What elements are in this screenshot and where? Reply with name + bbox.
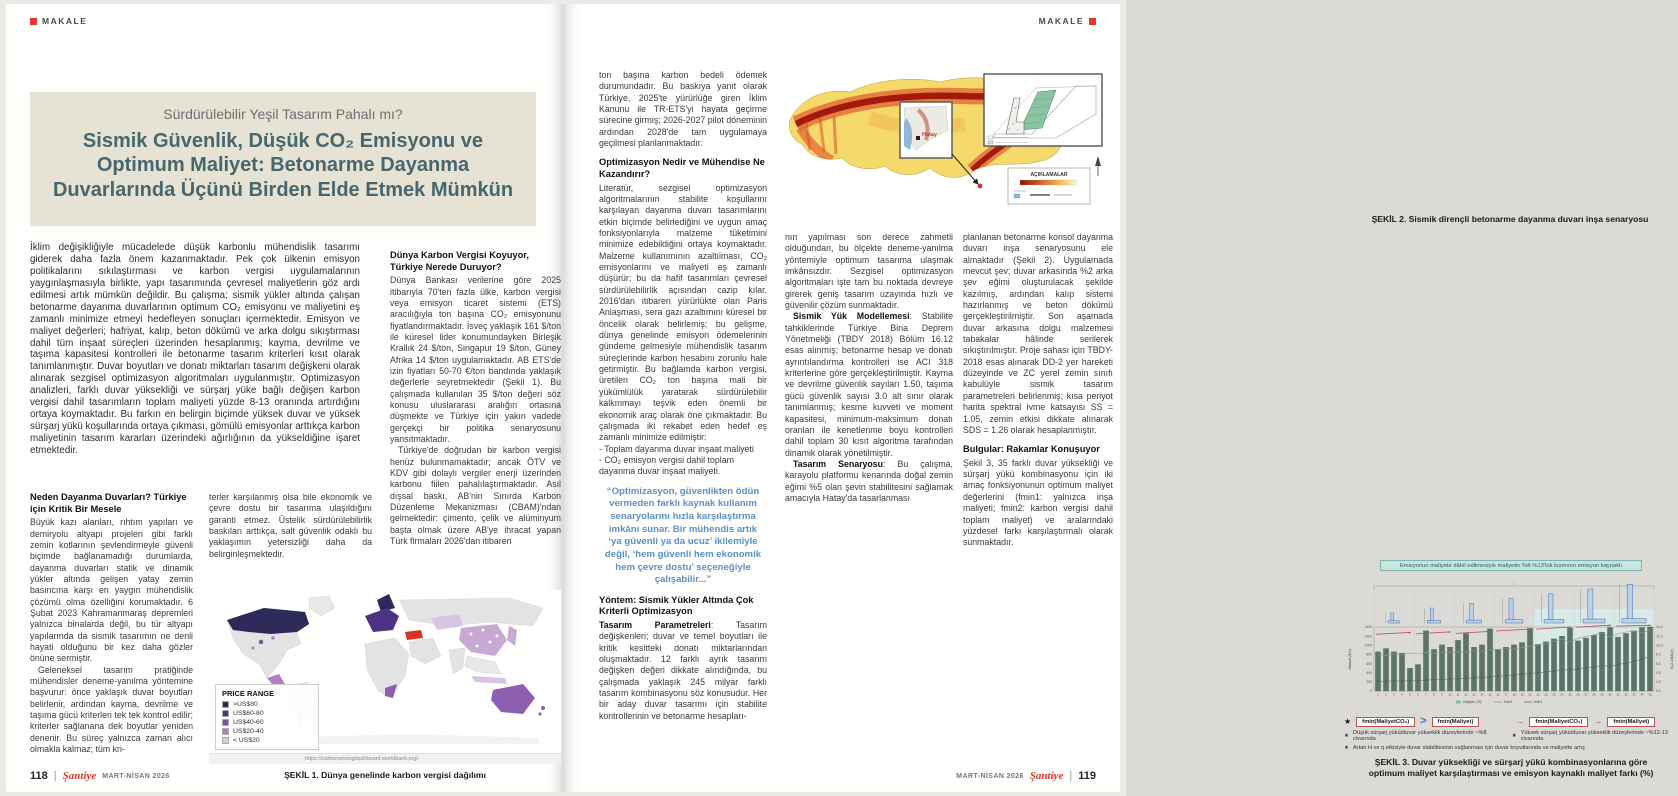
cost-bar [1543, 642, 1548, 691]
fmin-co2-box: fmin(MaliyetCO₂) [1356, 717, 1415, 727]
svg-text:3: 3 [1393, 692, 1395, 697]
cost-bar [1519, 643, 1524, 691]
cost-bar [1455, 640, 1460, 691]
chart-legend-row-3 [1344, 745, 1678, 751]
svg-text:22: 22 [1544, 692, 1548, 697]
section-label: MAKALE [42, 16, 88, 26]
legend-row: < US$20 [222, 737, 312, 744]
map-legend-title: AÇIKLAMALAR [1030, 172, 1068, 178]
hatay-inset-map [900, 102, 952, 158]
fmin-cost-box: fmin(Maliyet) [1607, 717, 1655, 727]
column-left-3 [390, 250, 561, 588]
svg-text:fmin1: fmin1 [1534, 700, 1543, 705]
svg-text:15: 15 [1488, 692, 1492, 697]
section-marker-icon [1089, 18, 1096, 25]
greater-than-icon: > [1420, 715, 1427, 727]
list-item: - CO₂ emisyon vergisi dahil toplam dayanma duvar inşaat maliyeti. [599, 454, 734, 477]
svg-text:2: 2 [1385, 692, 1387, 697]
svg-text:20: 20 [1528, 692, 1532, 697]
svg-text:Değişim (%): Değişim (%) [1670, 649, 1674, 669]
trend-arrow [1496, 629, 1531, 631]
list-item: - Toplam dayanma duvar inşaat maliyeti [599, 443, 754, 454]
legend-row: US$40-60 [222, 719, 312, 726]
svg-text:4.0: 4.0 [1656, 670, 1661, 675]
objective-list [599, 444, 767, 478]
legend-row: US$60-80 [222, 710, 312, 717]
article-title: Sismik Güvenlik, Düşük CO₂ Emisyonu ve Optimum Maliyet: Betonarme Dayanma Duvarlarında Üçünü Birden Elde Etmek Mümkün [52, 130, 514, 201]
issue-date: MART-NİSAN 2026 [102, 772, 170, 780]
svg-text:1000: 1000 [1364, 643, 1372, 648]
svg-text:4: 4 [1401, 692, 1403, 697]
svg-text:10: 10 [1448, 692, 1452, 697]
svg-text:19: 19 [1520, 692, 1524, 697]
paragraph: Şekil 3, 35 farklı duvar yüksekliği ve sürşarj yükü kombinasyonu için iki amaç fonksiyonunun optimum maliyet değerlerini (fmin1: yalnızca inşa maliyeti; fmin2: karbon vergisi dahil toplam maliyet) ve aralarındaki yüzdesel farkı karşılaştırmalı olarak sunmaktadır. [963, 457, 1113, 548]
chart-legend-row-2 [1344, 730, 1678, 742]
svg-text:Maliyet ($/m): Maliyet ($/m) [1348, 648, 1352, 670]
fmin-cost-box: fmin(Maliyet) [1432, 717, 1480, 727]
svg-text:5: 5 [1409, 692, 1411, 697]
wall-section-diagram [1386, 613, 1400, 623]
footer-divider: | [53, 770, 57, 782]
svg-text:35: 35 [1648, 692, 1652, 697]
svg-text:33: 33 [1632, 692, 1636, 697]
svg-text:0.0: 0.0 [1656, 689, 1661, 694]
cost-bar [1431, 649, 1436, 691]
chart-series-legend [1456, 700, 1542, 704]
figure-1-world-carbon-tax-map [209, 590, 561, 764]
cost-bar [1527, 628, 1532, 691]
svg-text:1: 1 [1377, 692, 1379, 697]
svg-text:2.0: 2.0 [1656, 680, 1661, 685]
paragraph-lead-in: Sismik Yük Modellemesi [793, 311, 910, 322]
cost-bar [1375, 652, 1380, 691]
legend-note-growth: Artan H ve q etkisiyle duvar stabilitesinin sağlanması için duvar boyutlarında ve maliyette artış [1353, 745, 1585, 751]
column-left-1 [30, 492, 193, 784]
paragraph: nın yapılması son derece zahmetli olduğundan, bu ölçekte deneme-yanılma yöntemiyle optimum tasarıma ulaşmak imkânsızdır. Sezgisel optimizasyon algoritmaları işte tam bu noktada devreye girerek geniş tasarım uzayında hızlı ve güvenilir çözüm sunmaktadır. [785, 232, 953, 311]
svg-text:600: 600 [1366, 661, 1372, 666]
cost-bar [1471, 647, 1476, 691]
cost-bar [1391, 652, 1396, 691]
wall-section-diagram [1425, 608, 1441, 623]
trend-arrow [1416, 632, 1451, 634]
price-range-legend [215, 684, 319, 750]
cost-bar [1423, 631, 1428, 691]
cost-bar [1495, 649, 1500, 691]
fmin-co2-box: fmin(MaliyetCO₂) [1529, 717, 1588, 727]
section-marker-icon [30, 18, 37, 25]
section-heading: Dünya Karbon Vergisi Koyuyor, Türkiye Nerede Duruyor? [390, 250, 529, 272]
map-source-url: https://carbonpricingdashboard.worldbank.org/ [209, 753, 561, 764]
cost-bar [1479, 645, 1484, 691]
legend-swatch [222, 737, 229, 744]
svg-text:28: 28 [1592, 692, 1596, 697]
paragraph: Geleneksel tasarım pratiğinde mühendisler deneme-yanılma yöntemine başvurur: önce yaklaşık duvar boyutları belirlenir, ardından kayma, devrilme ve taşıma gücü kriterleri tek tek kontrol edilir; kriterler sağlanana dek boyutlar yeniden denenir. Bu süreç yalnızca zaman alıcı olmakla kalmaz; tüm kri- [30, 664, 193, 755]
legend-note-low: Düşük sürşarj yükü/duvar yükseklik düzeylerinde ~%8 civarında [1353, 730, 1487, 742]
red-arrow-icon: → [1593, 716, 1603, 726]
svg-text:11: 11 [1456, 692, 1460, 697]
page-118 [6, 4, 563, 792]
star-icon: ★ [1344, 716, 1352, 726]
map-russia [399, 598, 543, 626]
paragraph: Türkiye'de doğrudan bir karbon vergisi henüz bulunmamaktadır; ancak ÖTV ve KDV gibi dolaylı vergiler enerji üzerinden karbonu fiilen pahalılaştırmaktadır. Asıl dışsal baskı, AB'nin Sınırda Karbon Düzenleme Mekanizması (CBAM)'ndan gelmektedir: çimento, çelik ve alüminyum başta olmak üzere AB'ye ihracat yapan Türk firmaları 2026'dan itibaren [390, 445, 561, 547]
column-right-2 [785, 232, 953, 568]
svg-text:18: 18 [1512, 692, 1516, 697]
paragraph: Dünya Bankası verilerine göre 2025 itibarıyla 70'ten fazla ülke, karbon vergisi veya emisyon ticaret sistemi (ETS) aracılığıyla ton başına CO₂ emisyonunu fiyatlandırmaktadır. İsveç yaklaşık 161 $/ton ile küresel lider konumundayken Birleşik Krallık 24 $/ton, Singapur 19 $/ton, Güney Afrika 14 $/ton uygulamaktadır. AB ETS'de izin fiyatları 50-70 €/ton bandında yaklaşık değerlerle seyretmektedir (Şekil 1). Bu çalışmada kullanılan 35 $/ton değeri söz konusu uluslararası aralığın ortasına düşmekte ve Türkiye için yakın vadede gerçekçi bir politika senaryosunu yansıtmaktadır. [390, 275, 561, 445]
paragraph: Sismik Yük Modellemesi: Stabilite tahkiklerinde Türkiye Bina Deprem Yönetmeliği (TBDY 2018) Bölüm 16.12 esas alınmış; betonarme hesap ve donatı ayrıntılandırma kontrolleri ise ACI 318 kriterlerine göre gerçekleştirilmiştir. Kayma ve devrilme güvenlik sayıları 1.50, taşıma gücü güvenlik sayısı 3.0 alt sınır olarak tanımlanmış; kesme kuvveti ve moment kapasitesi, minimum-maksimum donatı oranları ile kenetlenme boyu kontrolleri dahil toplam 30 kısıt algoritma tarafından dinamik olarak yönetilmiştir. [785, 311, 953, 458]
svg-text:12: 12 [1464, 692, 1468, 697]
svg-text:fmin2: fmin2 [1504, 700, 1513, 705]
svg-text:400: 400 [1366, 670, 1372, 675]
page-119 [563, 4, 1674, 792]
svg-text:25: 25 [1568, 692, 1572, 697]
magazine-logo: Şantiye [1029, 770, 1064, 782]
svg-text:13: 13 [1472, 692, 1476, 697]
svg-text:800: 800 [1366, 652, 1372, 657]
cost-bar [1591, 635, 1596, 691]
cost-bar [1439, 645, 1444, 691]
section-heading: Yöntem: Sismik Yükler Altında Çok Kriterli Optimizasyon [599, 594, 754, 617]
star-icon: ★ [1511, 733, 1517, 739]
cost-bar [1575, 641, 1580, 691]
paragraph: ton başına karbon bedeli ödemek durumundadır. Bu baskıya yanıt olarak Türkiye, 2025'te yürürlüğe giren İklim Kanunu ile TR-ETS'yi hayata geçirme sürecine girmiş; 2026-2027 pilot döneminin ardından 2028'de tam uygulamaya geçilmesi planlanmaktadır. [599, 70, 767, 149]
inset-label: Hatay [922, 132, 937, 138]
svg-text:17: 17 [1504, 692, 1508, 697]
svg-text:29: 29 [1600, 692, 1604, 697]
svg-text:14: 14 [1480, 692, 1484, 697]
wall-construction-3d-diagram [984, 74, 1102, 146]
legend-swatch [222, 710, 229, 717]
svg-text:16: 16 [1496, 692, 1500, 697]
article-kicker: Sürdürülebilir Yeşil Tasarım Pahalı mı? [163, 106, 403, 122]
paragraph: Tasarım Senaryosu: Bu çalışma, karayolu platformu kenarında doğal zemin eğimi %5 olan şevin stabilitesini sağlamak amacıyla Hatay'da tasarlanması [785, 458, 953, 503]
cost-bar [1511, 645, 1516, 691]
page-number: 119 [1078, 770, 1096, 782]
svg-text:7: 7 [1425, 692, 1427, 697]
svg-text:Değişim (%): Değişim (%) [1463, 700, 1482, 705]
svg-text:21: 21 [1536, 692, 1540, 697]
column-right-1 [599, 70, 767, 786]
star-icon: ★ [1344, 733, 1350, 739]
svg-text:8.0: 8.0 [1656, 652, 1661, 657]
chart-banner: Emisyonun maliyete dâhil edilmesiyle maliyetin %8-%13'lük kısmının emisyon kaynaklı [1380, 560, 1642, 571]
chart-legend-row-1 [1344, 716, 1678, 727]
paragraph: terler karşılanmış olsa bile ekonomik ve çevre dostu bir tasarıma ulaşıldığını garanti etmez. Üstelik sürdürülebilirlik baskıları arttıkça, salt güvenlik odaklı bu yaklaşımın yetersizliği daha da belirginleşmektedir. [209, 492, 372, 559]
cost-bar [1407, 668, 1412, 691]
svg-text:8: 8 [1433, 692, 1435, 697]
red-arrow-icon: → [1515, 716, 1525, 726]
page-footer-left [30, 770, 170, 782]
svg-text:30: 30 [1608, 692, 1612, 697]
cost-bar [1535, 644, 1540, 691]
paragraph: Tasarım Parametreleri: Tasarım değişkenleri; duvar ve temel boyutları ile kritik kesitteki donatı miktarlarından oluşmaktadır. 12 farklı ayrık tasarım değişken değeri dikkate alındığında, bu çalışmada yaklaşık 245 milyar farklı tasarım kombinasyonu söz konusudur. Her bir aday duvar tasarımı için stabilite kontrollerinin ve betonarme hesapları- [599, 620, 767, 721]
paragraph: Literatür, sezgisel optimizasyon algoritmalarının stabilite koşullarını karşılayan dayanma duvarı tasarımlarını etkin biçimde belirlediğini ve uygun amaç fonksiyonlarıyla malzeme tüketimini minimize edebildiğini ortaya koymaktadır. Malzeme kullanımının azaltılması, CO₂ emisyonlarını ve maliyeti eş zamanlı düşürür; bu da hafif tasarımları çevresel sürdürülebilirlik açısından cazip kılar. 2016'dan itibaren yürürlükte olan Paris Anlaşması, sera gazı azaltımını küresel bir öncelik olarak belirlemiş; bu gelişme, dünya genelinde emisyon ödemelerinin gündeme gelmesiyle mühendislik tasarım süreçlerinde karbon hesabını zorunlu hale getirmiştir. Bu bağlamda karbon vergisi, üretilen CO₂ ton başına mali bir yükümlülük yaratarak sürdürülebilir kalkınmayı teşvik eden önemli bir ekonomik araç olarak öne çıkmaktadır. Bu çalışmada iki rekabet eden hedef eş zamanlı minimize edilmiştir: [599, 182, 767, 443]
footer-divider: | [1069, 770, 1073, 782]
article-title-block [30, 92, 536, 226]
page-header-left [30, 16, 87, 26]
figure-3-caption: ŞEKİL 3. Duvar yüksekliği ve sürşarj yükü kombinasyonlarına göre optimum maliyet karşılaştırması ve emisyon kaynaklı maliyet farkı (%) [1368, 757, 1654, 779]
cost-bar [1463, 633, 1468, 691]
svg-text:34: 34 [1640, 692, 1644, 697]
trend-arrow [1456, 631, 1491, 633]
cost-bar [1551, 639, 1556, 691]
page-footer-right [956, 770, 1096, 782]
column-right-3 [963, 232, 1113, 568]
legend-title: PRICE RANGE [222, 689, 275, 698]
pull-quote: “Optimizasyon, güvenlikten ödün vermeden farklı kaynak kullanım senaryolarını hızla karşılaştırma imkânı sunar. Bir mühendis artık ‘ya güvenli ya da ucuz’ ikilemiyle değil, ‘hem güvenli hem ekonomik hem çevre dostu’ seçeneğiyle çalışabilir...” [604, 485, 762, 586]
svg-text:27: 27 [1584, 692, 1588, 697]
svg-text:26: 26 [1576, 692, 1580, 697]
svg-text:6.0: 6.0 [1656, 661, 1661, 666]
map-legend-box [1008, 168, 1090, 204]
svg-text:1200: 1200 [1364, 634, 1372, 639]
paragraph-lead-in: Tasarım Senaryosu [793, 458, 884, 469]
cost-comparison-chart [1344, 573, 1678, 709]
legend-row: >US$80 [222, 701, 312, 708]
cost-bar [1487, 629, 1492, 691]
cost-bar [1599, 632, 1604, 691]
svg-text:0: 0 [1370, 689, 1372, 694]
svg-text:23: 23 [1552, 692, 1556, 697]
svg-text:24: 24 [1560, 692, 1564, 697]
cost-bar [1567, 628, 1572, 691]
legend-swatch [222, 719, 229, 726]
legend-note-high: Yüksek sürşarj yükü/duvar yükseklik düzeylerinde ~%12-13 civarında [1520, 730, 1668, 742]
svg-text:200: 200 [1366, 680, 1372, 685]
legend-swatch [222, 728, 229, 735]
svg-text:12.0: 12.0 [1656, 634, 1663, 639]
paragraph-lead-in: Tasarım Parametreleri [599, 620, 711, 631]
svg-text:1400: 1400 [1364, 625, 1372, 630]
figure-3-cost-chart [1344, 560, 1678, 779]
cost-bar [1447, 647, 1452, 691]
cost-bar [1607, 627, 1612, 691]
svg-text:9: 9 [1441, 692, 1443, 697]
section-heading: Bulgular: Rakamlar Konuşuyor [963, 444, 1100, 455]
legend-row: US$20-40 [222, 728, 312, 735]
wall-section-diagram [1464, 603, 1482, 623]
column-left-2 [209, 492, 372, 586]
svg-text:14.0: 14.0 [1656, 625, 1663, 630]
svg-text:10.0: 10.0 [1656, 643, 1663, 648]
section-heading: Neden Dayanma Duvarları? Türkiye için Kritik Bir Mesele [30, 492, 187, 514]
cost-bar [1583, 638, 1588, 691]
cost-bar [1559, 636, 1564, 691]
issue-date: MART-NİSAN 2026 [956, 772, 1024, 780]
compass-icon [1095, 156, 1101, 176]
trend-arrow [1376, 632, 1411, 634]
legend-swatch [222, 701, 229, 708]
section-heading: Optimizasyon Nedir ve Mühendise Ne Kazandırır? [599, 157, 765, 180]
figure-1-caption: ŞEKİL 1. Dünya genelinde karbon vergisi dağılımı [284, 770, 486, 780]
paragraph: Büyük kazı alanları, rıhtım yapıları ve demiryolu altyapı projeleri gibi farklı zemin kotlarının şevlendirmeyle güvenli biçimde bağlanamadığı durumlarda, dayanma duvarları statik ve dinamik yükler altında gelişen yatay zemin basıncına karşı en yaygın mühendislik çözümü olma özelliğini korumaktadır. 6 Şubat 2023 Kahramanmaraş depremleri yalnızca binalarda değil, bu tür altyapı yapılarında da sismik tasarımın ne denli hayati olduğunu bir kez daha gözler önüne sermiştir. [30, 517, 193, 664]
cost-bar [1399, 653, 1404, 691]
star-icon: ★ [1344, 745, 1350, 751]
cost-bar [1503, 647, 1508, 691]
page-number: 118 [30, 770, 48, 782]
cost-bar [1647, 627, 1652, 691]
section-label: MAKALE [1038, 16, 1084, 26]
wall-section-diagram [1503, 599, 1523, 623]
svg-text:31: 31 [1616, 692, 1620, 697]
svg-text:32: 32 [1624, 692, 1628, 697]
figure-2-seismic-map [780, 58, 1114, 210]
cost-bar [1623, 633, 1628, 691]
cost-bar [1415, 664, 1420, 691]
turkey-seismic-hazard-map [780, 58, 1114, 210]
figure-2-caption: ŞEKİL 2. Sismik dirençli betonarme dayanma duvarı inşa senaryosu [1371, 214, 1649, 224]
lead-paragraph: İklim değişikliğiyle mücadelede düşük karbonlu mühendislik tasarımı giderek daha fazla önem kazanmaktadır. Pek çok ülkenin emisyon politikalarını sıkılaştırması ve karbon vergisi uygulamalarının yaygınlaşmasıyla birlikte, yapı tasarımında çevresel maliyetlerin göz ardı edilmesi artık mümkün değildir. Bu çalışma; sismik yükler altında çalışan betonarme dayanma duvarlarının optimum CO₂ emisyonu ve maliyetini eş zamanlı minimize etmeyi hedefleyen sonuçları içermektedir. Emisyon ve maliyet değerleri; hafriyat, kalıp, beton dökümü ve arka dolgu sıkıştırması dahil tüm inşaat süreçleri üzerinden hesaplanmış; kayma, devrilme ve taşıma kapasitesi kontrolleri ile betonarme tasarım kriterleri kısıt olarak tanımlanmıştır. Duvar boyutları ve donatı miktarları tasarım değişkeni olarak alınarak sezgisel optimizasyon algoritmaları uygulanmıştır. Optimizasyon analizleri, farklı duvar yüksekliği ve sürşarj yüke bağlı değişen karbon vergisi dahil tasarımların toplam maliyeti yüzde 8-13 oranında artırdığını ortaya koymaktadır. Bu farkın en belirgin biçimde yüksek duvar ve yüksek sürşarj yükü koşullarında ortaya çıkması, gömülü emisyonlar arttıkça karbon maliyetinin tasarım kararları üzerindeki ağırlığının da yükseldiğine işaret etmektedir. [30, 242, 360, 456]
magazine-logo: Şantiye [62, 770, 97, 782]
page-header-right [1039, 16, 1096, 26]
paragraph: planlanan betonarme konsol dayanma duvarı inşa senaryosunu ele almaktadır (Şekil 2). Uygulamada mevcut şev; duvar arkasında %2 arka şev eğimi oluşturulacak şekilde kazılmış, ardından kalıp sistemi hazırlanmış ve beton dökümü gerçekleştirilmiştir. Son aşamada duvar arkasına dolgu malzemesi tabakalar hâlinde serilerek sıkıştırılmıştır. Proje sahası için TBDY-2018 esas alınarak DD-2 yer hareketi düzeyinde ve ZC yerel zemin sınıfı kabulüyle sismik tasarım parametreleri belirlenmiş; kısa periyot harita spektral ivme katsayısı SS = 1.05, zemin etkisi dikkate alınarak SDS = 1.26 olarak hesaplanmıştır. [963, 232, 1113, 435]
svg-text:6: 6 [1417, 692, 1419, 697]
